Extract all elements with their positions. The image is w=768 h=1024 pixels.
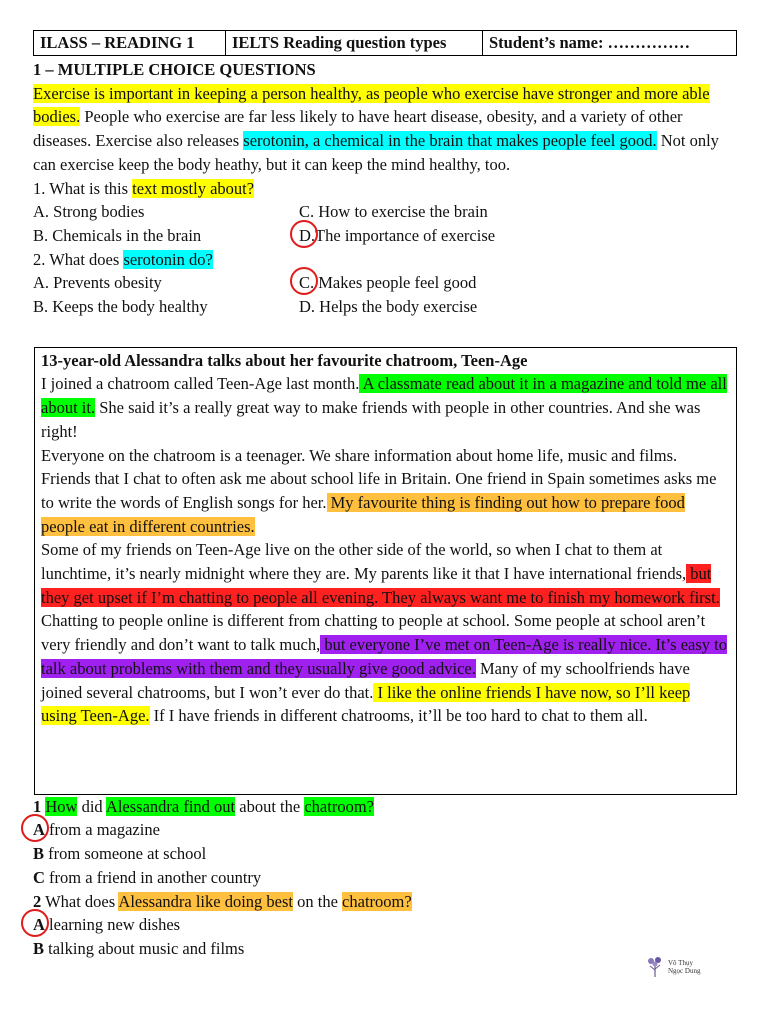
- text-run: did: [77, 796, 106, 816]
- option-letter: C: [33, 867, 45, 887]
- option-c: [299, 271, 476, 295]
- text-run: She said it’s a really great way to make friends with people in other countries. And she was right!: [41, 398, 701, 441]
- text-run: What does: [41, 891, 119, 911]
- highlight-cyan: serotonin do?: [123, 249, 213, 269]
- highlight-yellow: I like the online friends I have now, so I’ll keep using Teen-Age.: [41, 682, 691, 726]
- header-student-name: Student’s name: ……………: [489, 33, 691, 52]
- highlight-orange: chatroom?: [342, 891, 412, 911]
- text-run: Chatting to people online is different from chatting to people at school. Some people at school aren’t very friendly and don’t want to talk much,: [41, 611, 706, 655]
- option-b: B. Keeps the body healthy: [33, 297, 208, 317]
- question-number: 1: [33, 796, 42, 816]
- question-text: 2. What does: [33, 249, 124, 269]
- option-c: C. How to exercise the brain: [299, 202, 488, 222]
- text-run: People who exercise are far less likely to have heart disease, obesity, and a variety of other diseases. Exercise also releases: [33, 107, 683, 151]
- answer-mark: [299, 224, 315, 248]
- answer-circle-icon: [290, 220, 318, 248]
- highlight-yellow: text mostly about?: [132, 178, 255, 198]
- highlight-purple: but everyone I’ve met on Teen-Age is really nice. It’s easy to talk about problems with them and they usually give good advice.: [41, 635, 727, 678]
- option-text: from a friend in another country: [44, 867, 262, 887]
- option-d: D. Helps the body exercise: [299, 297, 478, 317]
- option-letter: C.: [299, 273, 315, 293]
- highlight-green: Alessandra find out: [105, 796, 236, 816]
- text-run: I joined a chatroom called Teen-Age last month.: [41, 374, 360, 394]
- text-run: on the: [293, 891, 343, 911]
- header-course: ILASS – READING 1: [34, 31, 226, 55]
- answer-mark: [33, 818, 45, 842]
- author-logo: [646, 952, 716, 982]
- option-b: [33, 937, 737, 961]
- option-letter: A: [33, 820, 45, 840]
- highlight-orange: My favourite thing is finding out how to prepare food people eat in different countries.: [41, 492, 685, 536]
- option-d: [299, 224, 495, 248]
- option-text: talking about music and films: [44, 938, 245, 958]
- passage-paragraph: [41, 538, 730, 609]
- text-run: Not only can exercise keep the body heathy, but it can keep the mind healthy, too.: [33, 131, 719, 174]
- option-b: B. Chemicals in the brain: [33, 225, 202, 245]
- question-text: 1. What is this: [33, 178, 133, 198]
- question-2: [33, 248, 737, 272]
- option-text: learning new dishes: [44, 915, 181, 935]
- highlight-green: chatroom?: [304, 796, 374, 816]
- option-text: from someone at school: [44, 844, 207, 864]
- option-letter: B: [33, 938, 45, 958]
- question-1: [33, 177, 737, 201]
- highlight-cyan: serotonin, a chemical in the brain that makes people feel good.: [243, 131, 657, 151]
- header-table: [33, 30, 737, 56]
- text-run: If I have friends in different chatrooms, it’ll be too hard to chat to them all.: [149, 706, 648, 726]
- option-letter: B: [33, 844, 45, 864]
- option-letter: D.: [299, 225, 316, 245]
- text-run: Some of my friends on Teen-Age live on the other side of the world, so when I chat to them at lunchtime, it’s nearly midnight where they are. My parents like it that I have international friends,: [41, 540, 687, 584]
- passage-title: 13-year-old Alessandra talks about her favourite chatroom, Teen-Age: [41, 350, 528, 370]
- option-text: from a magazine: [44, 820, 160, 840]
- answer-mark: [33, 913, 45, 937]
- passage-paragraph: [41, 609, 730, 728]
- worksheet-page: [33, 30, 737, 961]
- options-row: [33, 224, 737, 248]
- options-row: [33, 200, 737, 224]
- text-run: about the: [235, 796, 305, 816]
- header-topic: IELTS Reading question types: [226, 31, 483, 55]
- section-title: 1 – MULTIPLE CHOICE QUESTIONS: [33, 60, 316, 79]
- intro-paragraph: [33, 82, 737, 177]
- option-a: A. Prevents obesity: [33, 273, 162, 293]
- option-letter: A: [33, 915, 45, 935]
- option-c: [33, 866, 737, 890]
- text-run: Everyone on the chatroom is a teenager. We share information about home life, music and films. Friends that I chat to often ask me about school life in Britain. One friend in Spain sometimes asks me to write the words of English songs for her.: [41, 445, 717, 512]
- logo-line: Võ Thụy: [668, 959, 693, 967]
- option-a: [33, 818, 737, 842]
- option-text: The importance of exercise: [315, 225, 496, 245]
- passage-question-2: [33, 890, 737, 914]
- highlight-green: How: [45, 796, 78, 816]
- logo-line: Ngọc Dung: [668, 967, 701, 975]
- question-number: 2: [33, 891, 42, 911]
- option-b: [33, 842, 737, 866]
- answer-mark: [299, 271, 314, 295]
- option-text: Makes people feel good: [314, 273, 477, 293]
- passage-paragraph: [41, 444, 730, 539]
- text-run: Many of my schoolfriends have joined several chatrooms, but I won’t ever do that.: [41, 658, 690, 702]
- highlight-yellow: Exercise is important in keeping a person healthy, as people who exercise have stronger and more able bodies.: [33, 83, 710, 127]
- passage-question-1: [33, 795, 737, 819]
- logo-text: [668, 959, 700, 975]
- option-a: [33, 913, 737, 937]
- highlight-green: A classmate read about it in a magazine and told me all about it.: [41, 374, 727, 418]
- flower-logo-icon: [646, 956, 664, 978]
- highlight-red: but they get upset if I’m chatting to people all evening. They always want me to finish my homework first.: [41, 564, 720, 607]
- option-a: A. Strong bodies: [33, 202, 145, 222]
- highlight-orange: Alessandra like doing best: [118, 891, 293, 911]
- options-row: [33, 295, 737, 319]
- options-row: [33, 271, 737, 295]
- passage-paragraph: [41, 372, 730, 443]
- reading-passage: [34, 347, 737, 795]
